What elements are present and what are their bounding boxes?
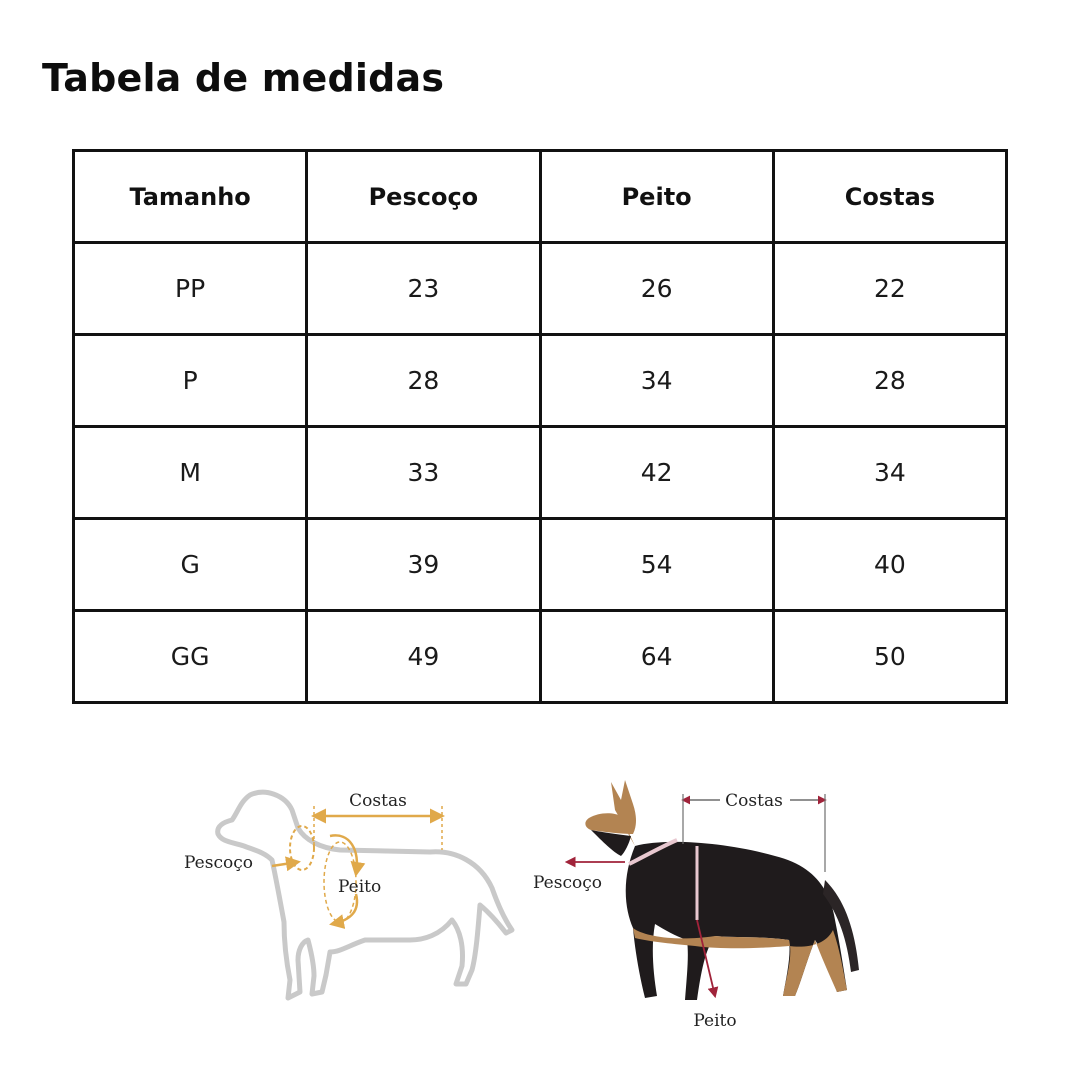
- label-neck: Pescoço: [184, 853, 253, 873]
- table-row: [74, 335, 1007, 427]
- chest-measure-arrow-lower: [332, 894, 357, 924]
- label-chest: Peito: [693, 1011, 737, 1031]
- dog-outline-diagram: [180, 770, 520, 1030]
- label-back: Costas: [349, 791, 407, 811]
- table-row: [74, 427, 1007, 519]
- cell-neck: 33: [307, 427, 540, 519]
- table-row: [74, 243, 1007, 335]
- dog-outline-illustration: [180, 770, 520, 1030]
- header-costas: Costas: [773, 151, 1006, 243]
- table-row: [74, 611, 1007, 703]
- chest-measure-arrow: [330, 835, 357, 874]
- cell-neck: 23: [307, 243, 540, 335]
- cell-chest: 26: [540, 243, 773, 335]
- label-chest: Peito: [338, 877, 382, 897]
- cell-chest: 54: [540, 519, 773, 611]
- page-title: Tabela de medidas: [42, 56, 445, 100]
- size-table: [72, 149, 1008, 704]
- shepherd-dog-illustration: [525, 760, 870, 1040]
- header-pescoco: Pescoço: [307, 151, 540, 243]
- cell-chest: 42: [540, 427, 773, 519]
- cell-chest: 64: [540, 611, 773, 703]
- cell-neck: 28: [307, 335, 540, 427]
- cell-neck: 49: [307, 611, 540, 703]
- cell-size: G: [74, 519, 307, 611]
- table-row: [74, 519, 1007, 611]
- cell-back: 50: [773, 611, 1006, 703]
- cell-back: 34: [773, 427, 1006, 519]
- shepherd-muzzle-shadow: [591, 830, 631, 856]
- shepherd-dog-diagram: [525, 760, 870, 1040]
- cell-neck: 39: [307, 519, 540, 611]
- header-tamanho: Tamanho: [74, 151, 307, 243]
- label-back: Costas: [725, 791, 783, 811]
- table-header-row: [74, 151, 1007, 243]
- shepherd-body: [626, 842, 847, 1000]
- cell-size: M: [74, 427, 307, 519]
- cell-size: GG: [74, 611, 307, 703]
- cell-back: 22: [773, 243, 1006, 335]
- label-neck: Pescoço: [533, 873, 602, 893]
- cell-size: P: [74, 335, 307, 427]
- cell-back: 28: [773, 335, 1006, 427]
- header-peito: Peito: [540, 151, 773, 243]
- cell-back: 40: [773, 519, 1006, 611]
- cell-size: PP: [74, 243, 307, 335]
- cell-chest: 34: [540, 335, 773, 427]
